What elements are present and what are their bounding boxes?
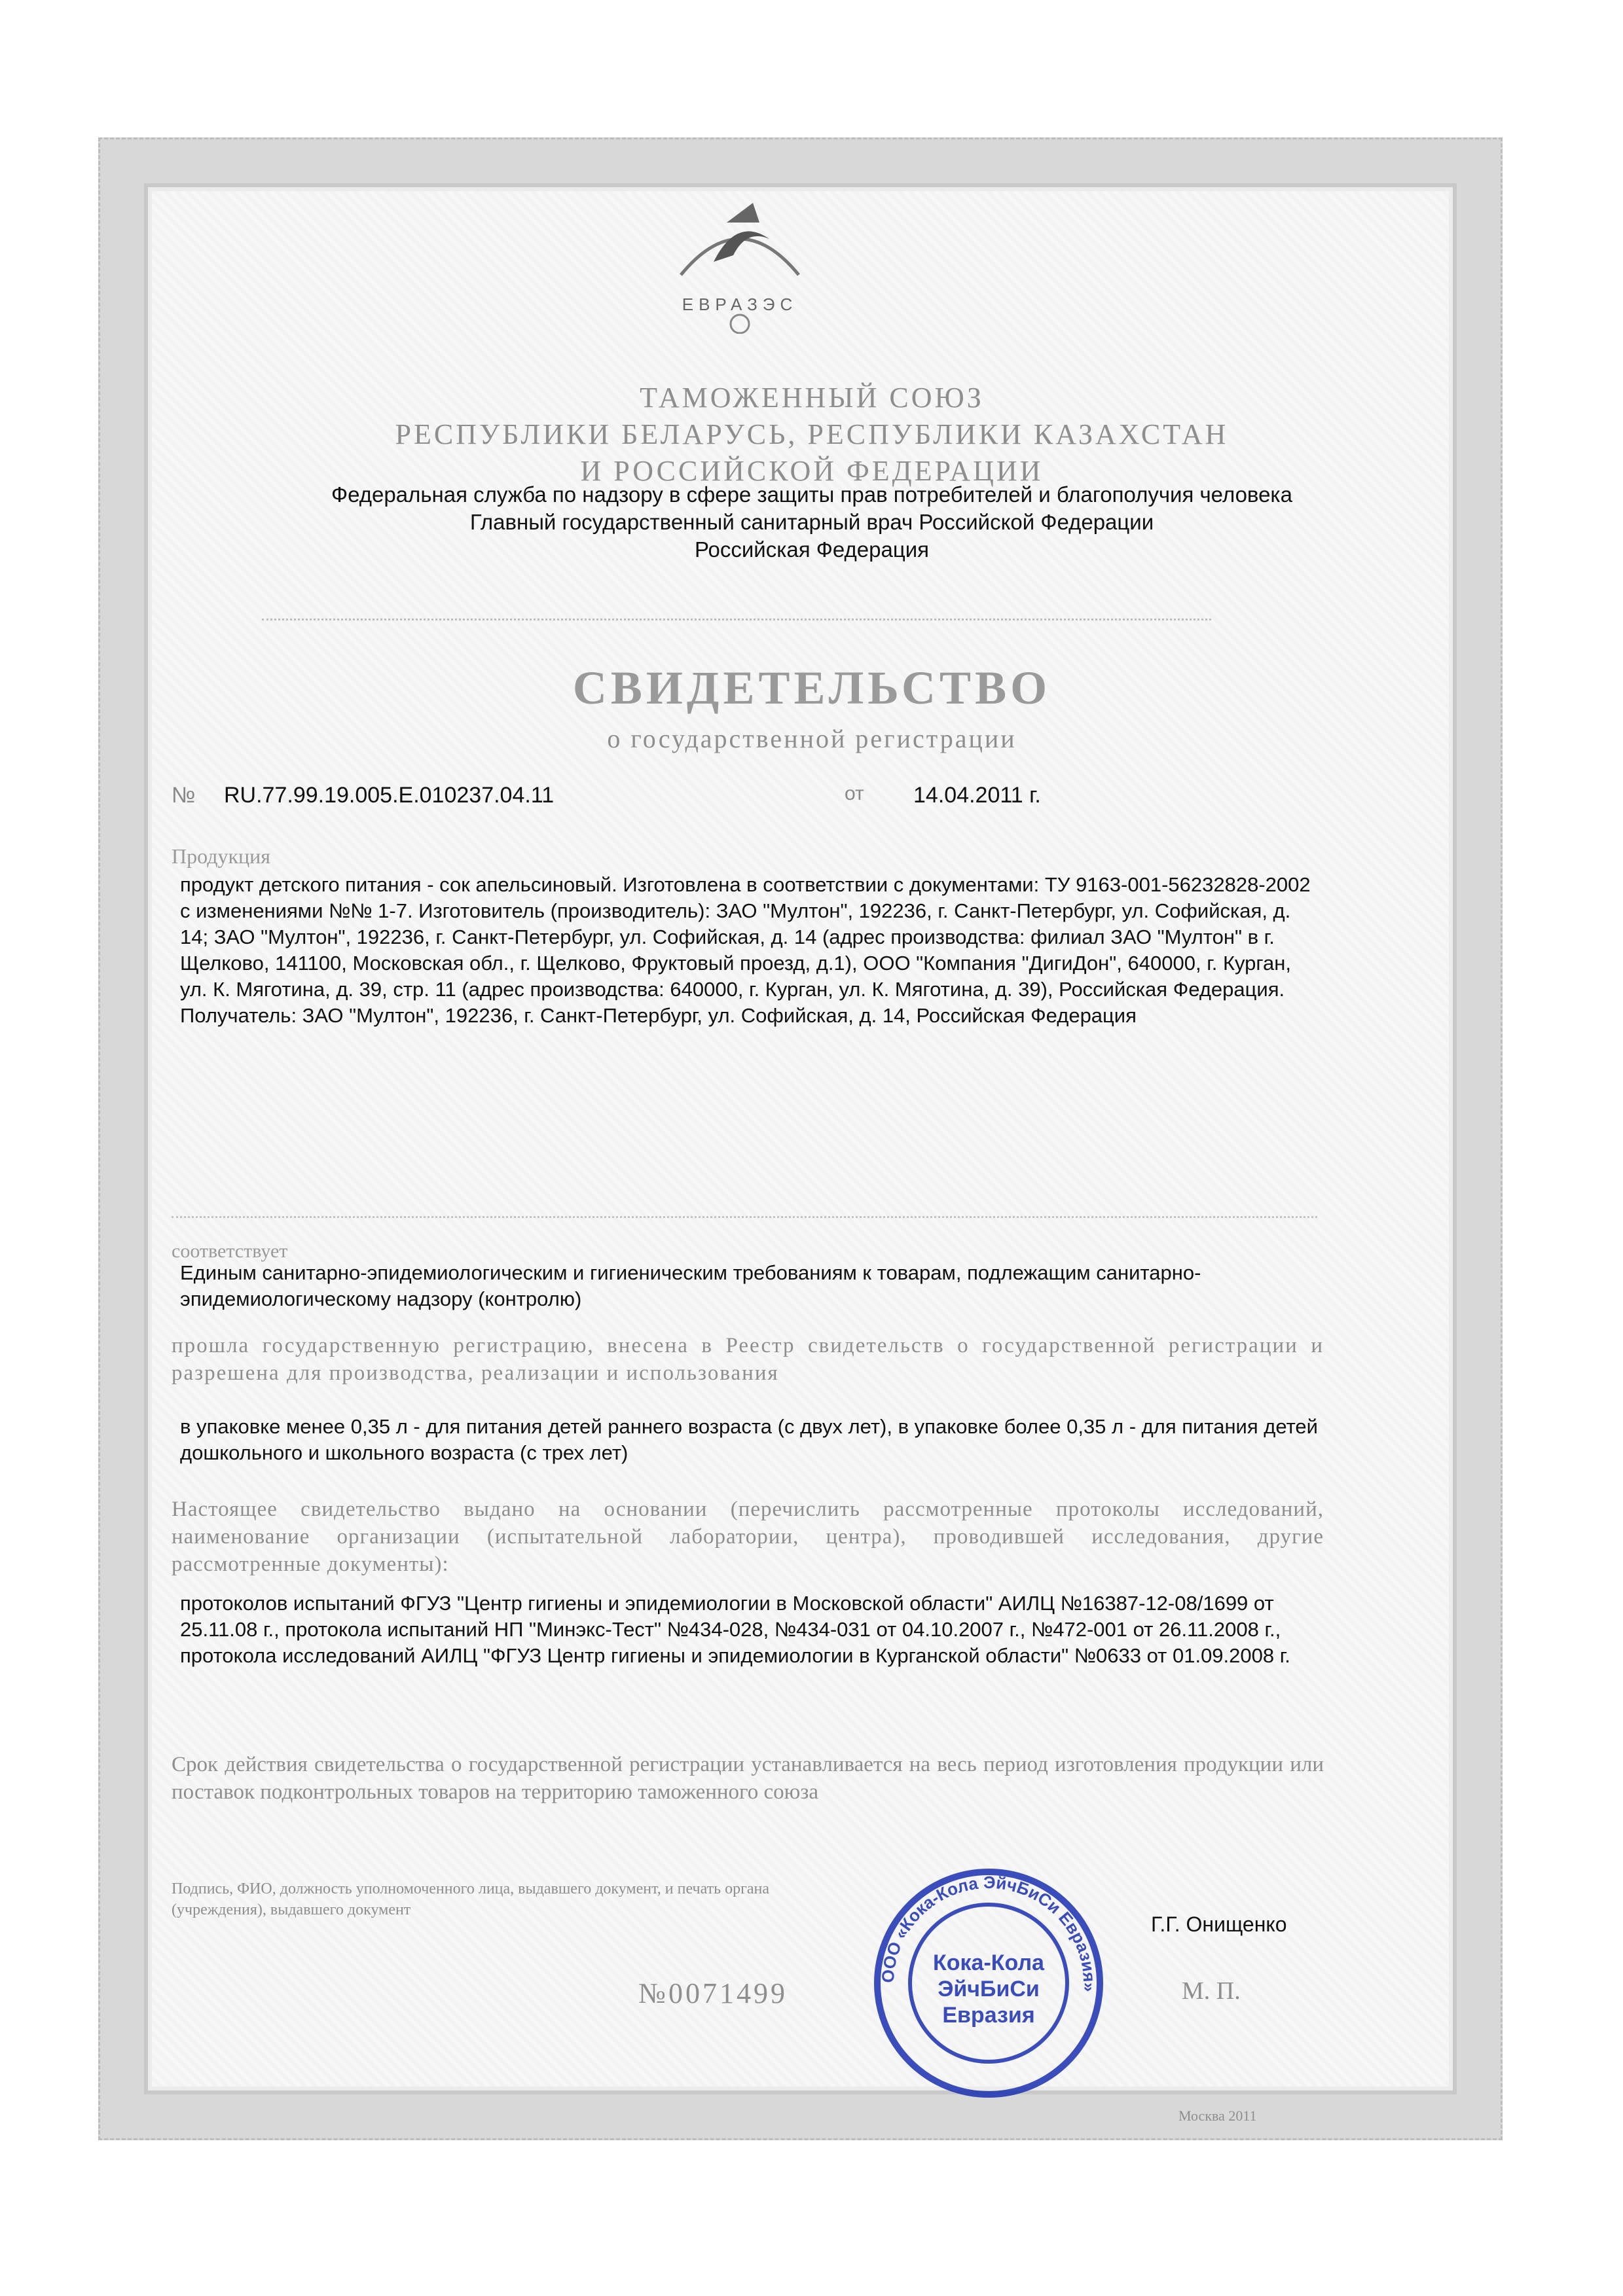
signature-label: Подпись, ФИО, должность уполномоченного лица, выдавшего документ, и печать органа (учреждения), выдавшего документ bbox=[172, 1880, 770, 1918]
compliance-text: Единым санитарно-эпидемиологическим и гигиеническим требованиям к товарам, подлежащим санитарно-эпидемиологическому надзору (контролю) bbox=[180, 1261, 1201, 1310]
validity-text: Срок действия свидетельства о государственной регистрации устанавливается на весь период изготовления продукции или поставок подконтрольных товаров на территорию таможенного союза bbox=[172, 1753, 1324, 1804]
eurasec-emblem bbox=[629, 177, 851, 334]
issuing-agency bbox=[170, 481, 1453, 564]
signatory-name: Г.Г. Онищенко bbox=[1151, 1912, 1287, 1936]
mp-mark: М. П. bbox=[1182, 1977, 1241, 2005]
customs-line-3: И РОССИЙСКОЙ ФЕДЕРАЦИИ bbox=[580, 455, 1044, 487]
date-label: от bbox=[845, 783, 864, 804]
compliance-label: соответствует bbox=[172, 1240, 288, 1262]
agency-line-3: Российская Федерация bbox=[694, 537, 930, 562]
footer-print: Москва 2011 bbox=[1178, 2108, 1257, 2124]
stamp-center-line-1: Кока-Кола bbox=[933, 1950, 1044, 1975]
basis-label: Настоящее свидетельство выдано на основании (перечислить рассмотренные протоколы исследований, наименование организации (испытательной лаборатории, центра), проводившей исследования, другие рассмотренные документы): bbox=[172, 1498, 1324, 1576]
divider bbox=[172, 1216, 1317, 1221]
stamp-seal-icon bbox=[871, 1865, 1106, 2101]
customs-union-header bbox=[196, 380, 1427, 490]
document-title: СВИДЕТЕЛЬСТВО bbox=[572, 662, 1051, 714]
registration-passed-text: прошла государственную регистрацию, внесена в Реестр свидетельств о государственной регистрации и разрешена для производства, реализации и использования bbox=[172, 1334, 1324, 1385]
number-label: № bbox=[172, 783, 196, 808]
divider bbox=[262, 619, 1211, 623]
registration-date: 14.04.2011 г. bbox=[913, 783, 1041, 808]
agency-line-1: Федеральная служба по надзору в сфере защиты прав потребителей и благополучия человека bbox=[331, 482, 1292, 507]
agency-line-2: Главный государственный санитарный врач Российской Федерации bbox=[469, 510, 1154, 534]
product-label: Продукция bbox=[172, 844, 270, 868]
usage-text: в упаковке менее 0,35 л - для питания детей раннего возраста (с двух лет), в упаковке более 0,35 л - для питания детей дошкольного и школьного возраста (с трех лет) bbox=[180, 1415, 1318, 1464]
registration-number: RU.77.99.19.005.Е.010237.04.11 bbox=[224, 783, 555, 808]
company-stamp bbox=[871, 1865, 1106, 2101]
stamp-center-line-2: ЭйчБиСи bbox=[938, 1977, 1040, 2001]
customs-line-1: ТАМОЖЕННЫЙ СОЮЗ bbox=[640, 382, 984, 414]
stamp-ring-text: ООО «Кока-Кола ЭйчБиСи Евразия» bbox=[877, 1872, 1100, 1993]
basis-text: протоколов испытаний ФГУЗ "Центр гигиены и эпидемиологии в Московской области" АИЛЦ №16387-12-08/1699 от 25.11.08 г., протокола испытаний НП "Минэкс-Тест" №434-028, №434-031 от 04.10.2007 г., №472-001 от 26.11.2008 г., протокола исследований АИЛЦ "ФГУЗ Центр гигиены и эпидемиологии в Курганской области" №0633 от 01.09.2008 г. bbox=[180, 1592, 1290, 1667]
stamp-center-line-3: Евразия bbox=[942, 2003, 1035, 2028]
emblem-caption: ЕВРАЗЭС bbox=[682, 295, 798, 314]
product-description: продукт детского питания - сок апельсиновый. Изготовлена в соответствии с документами: ТУ 9163-001-56232828-2002 с изменениями №№ 1-7. Изготовитель (производитель): ЗАО "Мултон", 192236, г. Санкт-Петербург, ул. Софийская, д. 14; ЗАО "Мултон", 192236, г. Санкт-Петербург, ул. Софийская, д. 14 (адрес производства: филиал ЗАО "Мултон" в г. Щелково, 141100, Московская обл., г. Щелково, Фруктовый проезд, д.1), ООО "Компания "ДигиДон", 640000, г. Курган, ул. К. Мяготина, д. 39, стр. 11 (адрес производства: 640000, г. Курган, ул. К. Мяготина, д. 39), Российская Федерация. Получатель: ЗАО "Мултон", 192236, г. Санкт-Петербург, ул. Софийская, д. 14, Российская Федерация bbox=[180, 873, 1311, 1027]
customs-line-2: РЕСПУБЛИКИ БЕЛАРУСЬ, РЕСПУБЛИКИ КАЗАХСТАН bbox=[395, 418, 1229, 450]
document-subtitle: о государственной регистрации bbox=[607, 724, 1017, 753]
serial-number: №0071499 bbox=[638, 1977, 788, 2009]
